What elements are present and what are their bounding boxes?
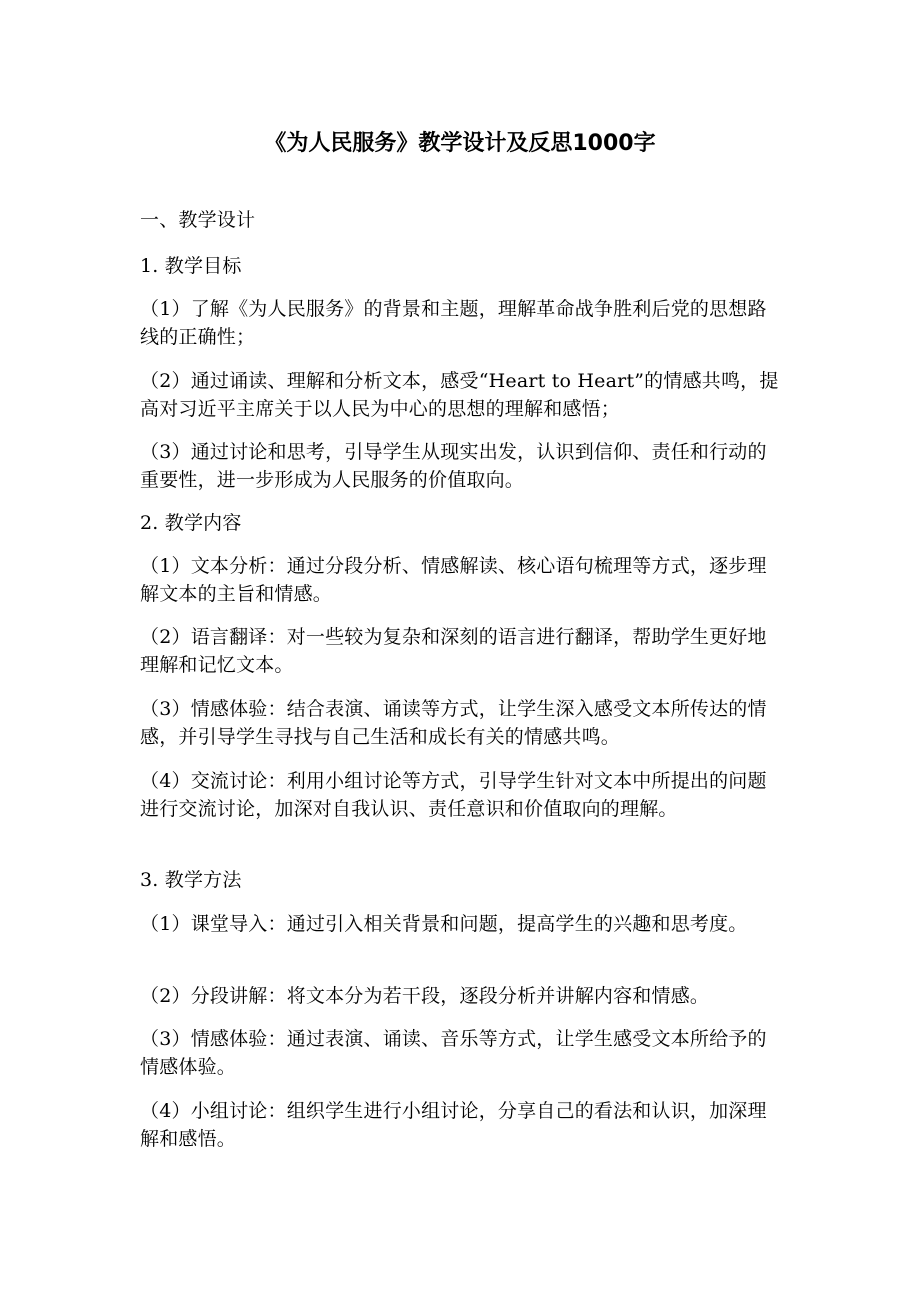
subsection-heading-teaching-content: 2. 教学内容 (140, 512, 242, 534)
method-paragraph-2: （2）分段讲解：将文本分为若干段，逐段分析并讲解内容和情感。 (140, 985, 710, 1007)
document-title: 《为人民服务》教学设计及反思1000字 (264, 131, 656, 156)
method-paragraph-4: （4）小组讨论：组织学生进行小组讨论，分享自己的看法和认识，加深理解和感悟。 (140, 1100, 767, 1150)
content-paragraph-3: （3）情感体验：结合表演、诵读等方式，让学生深入感受文本所传达的情感，并引导学生寻找与自己生活和成长有关的情感共鸣。 (140, 698, 767, 748)
goal-paragraph-1: （1）了解《为人民服务》的背景和主题，理解革命战争胜利后党的思想路线的正确性； (140, 298, 767, 348)
content-paragraph-4: （4）交流讨论：利用小组讨论等方式，引导学生针对文本中所提出的问题进行交流讨论，加深对自我认识、责任意识和价值取向的理解。 (140, 770, 767, 820)
section-heading-teaching-design: 一、教学设计 (140, 209, 256, 231)
content-paragraph-1: （1）文本分析：通过分段分析、情感解读、核心语句梳理等方式，逐步理解文本的主旨和情感。 (140, 555, 767, 605)
method-paragraph-3: （3）情感体验：通过表演、诵读、音乐等方式，让学生感受文本所给予的情感体验。 (140, 1028, 767, 1078)
goal-paragraph-2: （2）通过诵读、理解和分析文本，感受“Heart to Heart”的情感共鸣，提高对习近平主席关于以人民为中心的思想的理解和感悟； (140, 370, 779, 420)
method-paragraph-1: （1）课堂导入：通过引入相关背景和问题，提高学生的兴趣和思考度。 (140, 913, 748, 935)
goal-paragraph-3: （3）通过讨论和思考，引导学生从现实出发，认识到信仰、责任和行动的重要性，进一步形成为人民服务的价值取向。 (140, 441, 767, 491)
subsection-heading-teaching-goals: 1. 教学目标 (140, 255, 242, 277)
content-paragraph-2: （2）语言翻译：对一些较为复杂和深刻的语言进行翻译，帮助学生更好地理解和记忆文本。 (140, 626, 767, 676)
subsection-heading-teaching-methods: 3. 教学方法 (140, 869, 242, 891)
